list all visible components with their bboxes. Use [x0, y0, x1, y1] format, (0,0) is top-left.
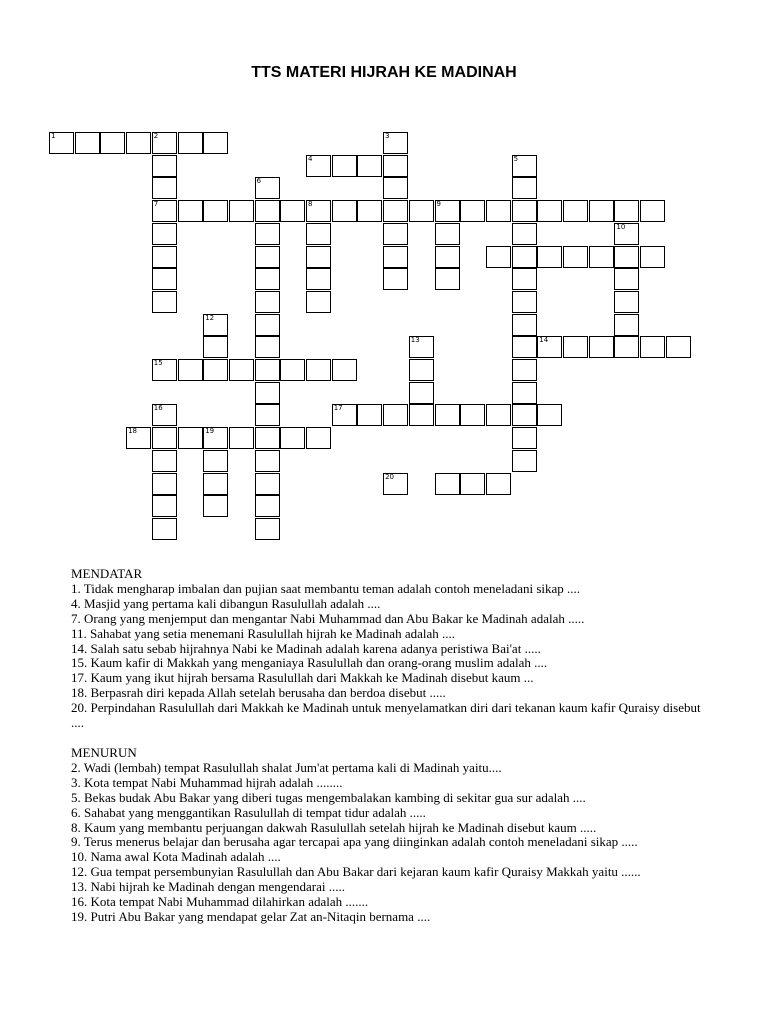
menurun-clue: 6. Sahabat yang menggantikan Rasulullah di tempat tidur adalah ..... — [71, 804, 426, 820]
grid-cell[interactable] — [255, 404, 280, 426]
clue-number: 15 — [153, 359, 163, 367]
grid-cell[interactable] — [152, 200, 177, 222]
mendatar-clue: 4. Masjid yang pertama kali dibangun Rasulullah adalah .... — [71, 595, 381, 611]
grid-cell[interactable] — [152, 177, 177, 199]
grid-cell[interactable] — [512, 450, 537, 472]
clue-number: 18 — [128, 427, 138, 436]
grid-cell[interactable] — [255, 495, 280, 517]
grid-cell[interactable] — [255, 223, 280, 245]
grid-cell[interactable] — [152, 268, 177, 290]
mendatar-clue: 14. Salah satu sebab hijrahnya Nabi ke Madinah adalah karena adanya peristiwa Bai'at ..... — [71, 640, 541, 656]
grid-cell[interactable] — [357, 155, 382, 177]
grid-cell[interactable] — [49, 132, 74, 154]
grid-cell[interactable] — [435, 404, 460, 426]
grid-cell[interactable] — [255, 246, 280, 268]
grid-cell[interactable] — [589, 336, 614, 358]
grid-cell[interactable] — [512, 382, 537, 404]
grid-cell[interactable] — [512, 268, 537, 290]
mendatar-clue-list — [71, 582, 711, 731]
clue-number: 2 — [153, 132, 159, 140]
grid-cell[interactable] — [512, 404, 537, 426]
grid-cell[interactable] — [255, 268, 280, 290]
menurun-clue: 12. Gua tempat persembunyian Rasulullah dan Abu Bakar dari kejaran kaum kafir Quraisy Makkah yaitu ...... — [71, 864, 641, 880]
grid-cell[interactable] — [255, 291, 280, 313]
grid-cell[interactable] — [178, 132, 203, 154]
grid-cell[interactable] — [255, 336, 280, 358]
grid-cell[interactable] — [100, 132, 125, 154]
grid-cell[interactable] — [152, 450, 177, 472]
grid-cell[interactable] — [203, 200, 228, 222]
grid-cell[interactable] — [409, 404, 434, 426]
grid-cell[interactable] — [255, 359, 280, 381]
grid-cell[interactable] — [306, 427, 331, 449]
grid-cell[interactable] — [666, 336, 691, 358]
clue-number: 19 — [205, 427, 215, 436]
clue-number: 7 — [153, 200, 159, 209]
grid-cell[interactable] — [332, 359, 357, 381]
grid-cell[interactable] — [255, 200, 280, 222]
mendatar-clue: 18. Berpasrah diri kepada Allah setelah berusaha dan berdoa disebut ..... — [71, 685, 446, 701]
grid-cell[interactable] — [152, 246, 177, 268]
grid-cell[interactable] — [306, 268, 331, 290]
grid-cell[interactable] — [383, 177, 408, 199]
grid-cell[interactable] — [229, 200, 254, 222]
grid-cell[interactable] — [435, 268, 460, 290]
clue-number: 6 — [256, 177, 262, 186]
grid-cell[interactable] — [306, 359, 331, 381]
grid-cell[interactable] — [229, 359, 254, 381]
grid-cell[interactable] — [640, 336, 665, 358]
menurun-clue: 16. Kota tempat Nabi Muhammad dilahirkan adalah ....... — [71, 894, 369, 910]
grid-cell[interactable] — [486, 200, 511, 222]
grid-cell[interactable] — [152, 223, 177, 245]
grid-cell[interactable] — [512, 427, 537, 449]
grid-cell[interactable] — [512, 223, 537, 245]
grid-cell[interactable] — [152, 291, 177, 313]
clue-number: 10 — [616, 222, 626, 231]
clue-number: 8 — [308, 200, 313, 209]
grid-cell[interactable] — [614, 246, 639, 268]
grid-cell[interactable] — [152, 518, 177, 540]
clue-number: 4 — [308, 154, 313, 163]
clue-number: 20 — [385, 472, 395, 481]
grid-cell[interactable] — [255, 518, 280, 540]
clue-number: 1 — [51, 132, 56, 140]
grid-cell[interactable] — [306, 155, 331, 177]
menurun-heading: MENURUN — [71, 744, 137, 760]
grid-cell[interactable] — [614, 223, 639, 245]
menurun-clue: 5. Bekas budak Abu Bakar yang diberi tugas mengembalakan kambing di sekitar gua sur adalah .... — [71, 789, 586, 805]
clue-number: 5 — [513, 154, 519, 163]
grid-cell[interactable] — [512, 336, 537, 358]
grid-cell[interactable] — [409, 359, 434, 381]
grid-cell[interactable] — [203, 473, 228, 495]
grid-cell[interactable] — [280, 200, 305, 222]
grid-cell[interactable] — [486, 246, 511, 268]
grid-cell[interactable] — [203, 495, 228, 517]
clue-number: 14 — [539, 336, 549, 345]
menurun-clue-list — [71, 761, 711, 925]
grid-cell[interactable] — [203, 314, 228, 336]
grid-cell[interactable] — [537, 246, 562, 268]
clue-number: 17 — [333, 404, 343, 413]
grid-cell[interactable] — [152, 404, 177, 426]
grid-cell[interactable] — [512, 359, 537, 381]
grid-cell[interactable] — [255, 473, 280, 495]
grid-cell[interactable] — [203, 450, 228, 472]
grid-cell[interactable] — [383, 155, 408, 177]
grid-cell[interactable] — [409, 200, 434, 222]
grid-cell[interactable] — [357, 200, 382, 222]
grid-cell[interactable] — [486, 473, 511, 495]
clue-number: 9 — [436, 200, 441, 209]
grid-cell[interactable] — [589, 246, 614, 268]
mendatar-heading: MENDATAR — [71, 566, 143, 581]
grid-cell[interactable] — [203, 427, 228, 449]
mendatar-clue: 17. Kaum yang ikut hijrah bersama Rasulullah dari Makkah ke Madinah disebut kaum ... — [71, 670, 534, 686]
grid-cell[interactable] — [512, 246, 537, 268]
grid-cell[interactable] — [614, 314, 639, 336]
page-title: TTS MATERI HIJRAH KE MADINAH — [251, 64, 517, 81]
grid-cell[interactable] — [255, 177, 280, 199]
grid-cell[interactable] — [512, 200, 537, 222]
grid-cell[interactable] — [332, 155, 357, 177]
grid-cell[interactable] — [332, 404, 357, 426]
grid-cell[interactable] — [383, 404, 408, 426]
clue-number: 13 — [410, 336, 420, 345]
grid-cell[interactable] — [512, 177, 537, 199]
grid-cell[interactable] — [178, 359, 203, 381]
grid-cell[interactable] — [229, 427, 254, 449]
grid-cell[interactable] — [152, 132, 177, 154]
mendatar-clue: 1. Tidak mengharap imbalan dan pujian saat membantu teman adalah contoh meneladani sikap .... — [71, 580, 581, 596]
grid-cell[interactable] — [152, 359, 177, 381]
menurun-clue: 2. Wadi (lembah) tempat Rasulullah shalat Jum'at pertama kali di Madinah yaitu.... — [71, 759, 502, 775]
grid-cell[interactable] — [306, 246, 331, 268]
grid-cell[interactable] — [255, 427, 280, 449]
mendatar-clue: 7. Orang yang menjemput dan mengantar Nabi Muhammad dan Abu Bakar ke Madinah adalah ..... — [71, 610, 585, 626]
grid-cell[interactable] — [537, 404, 562, 426]
grid-cell[interactable] — [152, 495, 177, 517]
grid-cell[interactable] — [152, 155, 177, 177]
grid-cell[interactable] — [435, 246, 460, 268]
grid-cell[interactable] — [563, 246, 588, 268]
grid-cell[interactable] — [75, 132, 100, 154]
grid-cell[interactable] — [383, 246, 408, 268]
clue-number: 12 — [205, 313, 215, 322]
grid-cell[interactable] — [280, 427, 305, 449]
menurun-clue: 13. Nabi hijrah ke Madinah dengan mengendarai ..... — [71, 879, 345, 895]
grid-cell[interactable] — [178, 427, 203, 449]
grid-cell[interactable] — [486, 404, 511, 426]
grid-cell[interactable] — [383, 223, 408, 245]
clue-number: 16 — [153, 404, 163, 413]
grid-cell[interactable] — [255, 382, 280, 404]
grid-cell[interactable] — [563, 200, 588, 222]
grid-cell[interactable] — [614, 336, 639, 358]
grid-cell[interactable] — [383, 200, 408, 222]
grid-cell[interactable] — [357, 404, 382, 426]
grid-cell[interactable] — [435, 200, 460, 222]
grid-cell[interactable] — [383, 473, 408, 495]
mendatar-clue: 15. Kaum kafir di Makkah yang menganiaya Rasulullah dan orang-orang muslim adalah .... — [71, 655, 548, 671]
menurun-clue: 10. Nama awal Kota Madinah adalah .... — [71, 849, 281, 865]
grid-cell[interactable] — [178, 200, 203, 222]
grid-cell[interactable] — [537, 336, 562, 358]
grid-cell[interactable] — [614, 291, 639, 313]
grid-cell[interactable] — [152, 473, 177, 495]
grid-cell[interactable] — [512, 291, 537, 313]
grid-cell[interactable] — [640, 246, 665, 268]
menurun-clue: 8. Kaum yang membantu perjuangan dakwah Rasulullah setelah hijrah ke Madinah disebut kaum ..... — [71, 819, 597, 835]
grid-cell[interactable] — [614, 268, 639, 290]
grid-cell[interactable] — [460, 404, 485, 426]
grid-cell[interactable] — [306, 223, 331, 245]
menurun-clue: 3. Kota tempat Nabi Muhammad hijrah adalah ........ — [71, 774, 343, 790]
grid-cell[interactable] — [332, 200, 357, 222]
grid-cell[interactable] — [203, 132, 228, 154]
grid-cell[interactable] — [126, 427, 151, 449]
clues-section — [71, 567, 711, 925]
grid-cell[interactable] — [640, 200, 665, 222]
grid-cell[interactable] — [435, 223, 460, 245]
grid-cell[interactable] — [409, 336, 434, 358]
grid-cell[interactable] — [460, 200, 485, 222]
clue-number: 3 — [385, 132, 390, 140]
grid-cell[interactable] — [306, 200, 331, 222]
grid-cell[interactable] — [306, 291, 331, 313]
mendatar-clue: 11. Sahabat yang setia menemani Rasulullah hijrah ke Madinah adalah .... — [71, 625, 455, 641]
grid-cell[interactable] — [280, 359, 305, 381]
grid-cell[interactable] — [126, 132, 151, 154]
grid-cell[interactable] — [512, 155, 537, 177]
grid-cell[interactable] — [383, 132, 408, 154]
grid-cell[interactable] — [203, 359, 228, 381]
grid-cell[interactable] — [383, 268, 408, 290]
grid-cell[interactable] — [409, 382, 434, 404]
grid-cell[interactable] — [255, 450, 280, 472]
grid-cell[interactable] — [512, 314, 537, 336]
menurun-clue: 9. Terus menerus belajar dan berusaha agar tercapai apa yang diinginkan adalah contoh meneladani sikap ..... — [71, 834, 638, 850]
grid-cell[interactable] — [152, 427, 177, 449]
grid-cell[interactable] — [563, 336, 588, 358]
grid-cell[interactable] — [203, 336, 228, 358]
grid-cell[interactable] — [537, 200, 562, 222]
menurun-clue: 19. Putri Abu Bakar yang mendapat gelar Zat an-Nitaqin bernama .... — [71, 908, 431, 924]
grid-cell[interactable] — [614, 200, 639, 222]
grid-cell[interactable] — [435, 473, 460, 495]
grid-cell[interactable] — [460, 473, 485, 495]
mendatar-clue: 20. Perpindahan Rasulullah dari Makkah ke Madinah untuk menyelamatkan diri dari tekanan kaum kafir Quraisy disebut .... — [71, 700, 701, 731]
grid-cell[interactable] — [255, 314, 280, 336]
grid-cell[interactable] — [589, 200, 614, 222]
